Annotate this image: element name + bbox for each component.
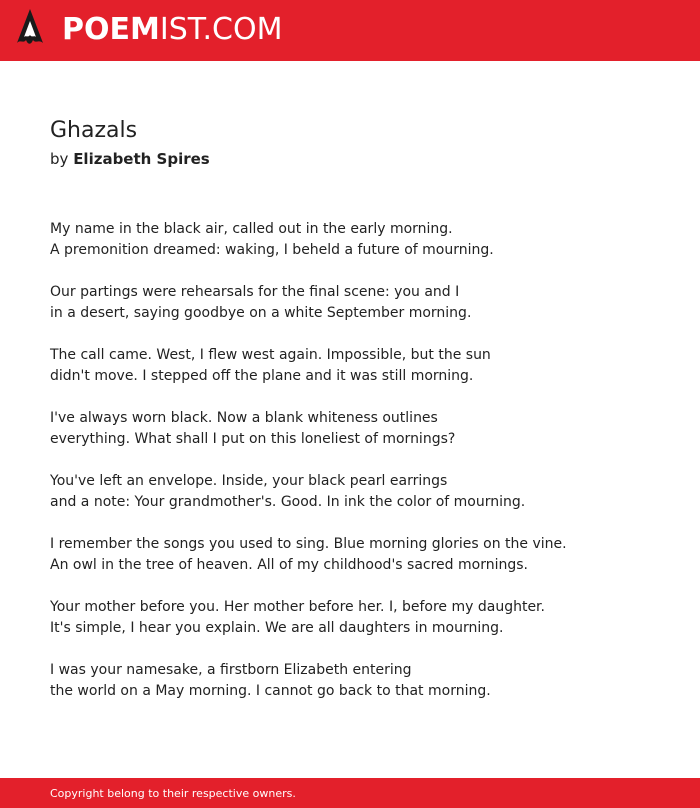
copyright-notice: Copyright belong to their respective owners.	[50, 787, 296, 800]
stanza	[50, 471, 670, 513]
stanza	[50, 660, 670, 702]
poem-line: didn't move. I stepped off the plane and it was still morning.	[50, 368, 474, 384]
poem-line: A premonition dreamed: waking, I beheld a future of mourning.	[50, 242, 494, 258]
brand-bold: POEM	[62, 12, 160, 47]
poem-line: I remember the songs you used to sing. Blue morning glories on the vine.	[50, 536, 567, 552]
pencil-tip-icon[interactable]	[17, 9, 43, 51]
stanza	[50, 597, 670, 639]
site-footer	[0, 778, 700, 808]
author-name[interactable]: Elizabeth Spires	[73, 150, 210, 168]
stanza	[50, 534, 670, 576]
stanza	[50, 345, 670, 387]
stanza	[50, 219, 670, 261]
poem-line: My name in the black air, called out in the early morning.	[50, 221, 453, 237]
poem-line: An owl in the tree of heaven. All of my childhood's sacred mornings.	[50, 557, 528, 573]
poem-line: in a desert, saying goodbye on a white September morning.	[50, 305, 472, 321]
poem-body	[50, 219, 670, 723]
poem-line: I've always worn black. Now a blank whiteness outlines	[50, 410, 438, 426]
poem-line: the world on a May morning. I cannot go back to that morning.	[50, 683, 491, 699]
stanza	[50, 408, 670, 450]
site-logo-text[interactable]	[62, 12, 282, 48]
stanza	[50, 282, 670, 324]
poem-line: You've left an envelope. Inside, your black pearl earrings	[50, 473, 448, 489]
site-header	[0, 0, 700, 61]
byline-prefix: by	[50, 150, 69, 168]
poem-title: Ghazals	[50, 118, 138, 143]
poem-line: I was your namesake, a firstborn Elizabeth entering	[50, 662, 412, 678]
poem-line: Our partings were rehearsals for the final scene: you and I	[50, 284, 460, 300]
poem-line: Your mother before you. Her mother before her. I, before my daughter.	[50, 599, 545, 615]
poem-line: everything. What shall I put on this loneliest of mornings?	[50, 431, 456, 447]
poem-line: It's simple, I hear you explain. We are all daughters in mourning.	[50, 620, 504, 636]
poem-line: The call came. West, I flew west again. Impossible, but the sun	[50, 347, 491, 363]
poem-line: and a note: Your grandmother's. Good. In ink the color of mourning.	[50, 494, 526, 510]
brand-light: IST.COM	[159, 12, 283, 47]
byline	[50, 149, 210, 169]
